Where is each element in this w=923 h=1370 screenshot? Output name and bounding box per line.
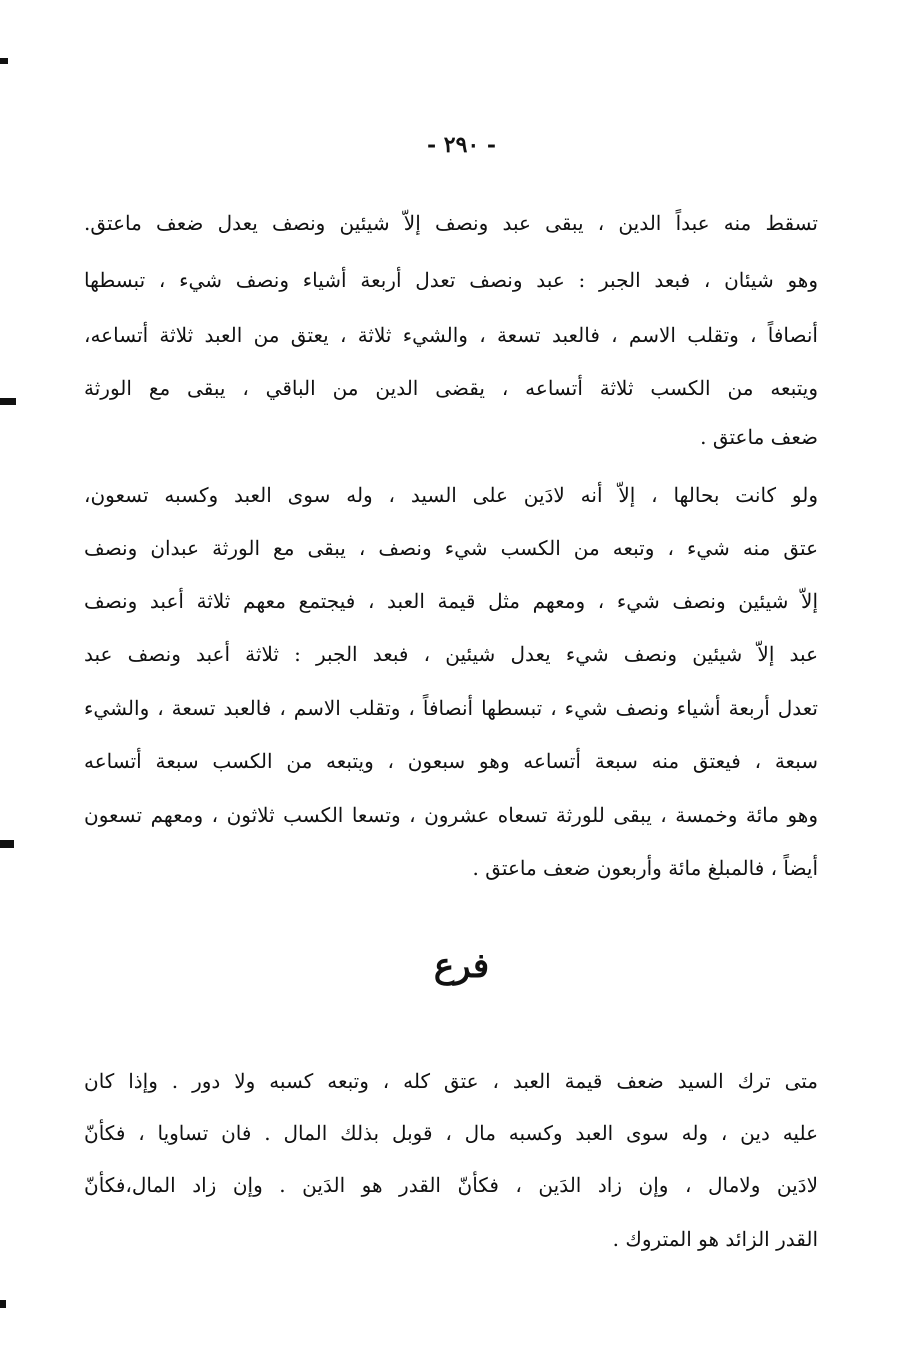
text-line: تسقط منه عبداً الدين ، يبقى عبد ونصف إلاّ شيئين ونصف يعدل ضعف ماعتق. bbox=[84, 211, 818, 235]
scan-edge-mark bbox=[0, 840, 14, 848]
text-line: وهو مائة وخمسة ، يبقى للورثة تسعاه عشرون ، وتسعا الكسب ثلاثون ، ومعهم تسعون bbox=[84, 803, 818, 827]
text-line: عبد إلاّ شيئين ونصف شيء يعدل شيئين ، فبعد الجبر : ثلاثة أعبد ونصف عبد bbox=[84, 642, 818, 666]
section-heading: فرع bbox=[433, 946, 490, 986]
text-line: سبعة ، فيعتق منه سبعة أتساعه وهو سبعون ، ويتبعه من الكسب سبعة أتساعه bbox=[84, 749, 818, 773]
text-line: تعدل أربعة أشياء ونصف شيء ، تبسطها أنصافاً ، وتقلب الاسم ، فالعبد تسعة ، والشيء bbox=[84, 696, 818, 720]
text-line: متى ترك السيد ضعف قيمة العبد ، عتق كله ، وتبعه كسبه ولا دور . وإذا كان bbox=[84, 1069, 818, 1093]
text-line: عتق منه شيء ، وتبعه من الكسب شيء ونصف ، يبقى مع الورثة عبدان ونصف bbox=[84, 536, 818, 560]
text-line: ضعف ماعتق . bbox=[700, 425, 818, 449]
text-line: ولو كانت بحالها ، إلاّ أنه لادَين على السيد ، وله سوى العبد وكسبه تسعون، bbox=[84, 483, 818, 507]
text-line: وهو شيئان ، فبعد الجبر : عبد ونصف تعدل أربعة أشياء ونصف شيء ، تبسطها bbox=[84, 268, 818, 292]
text-line: إلاّ شيئين ونصف شيء ، ومعهم مثل قيمة العبد ، فيجتمع معهم ثلاثة أعبد ونصف bbox=[84, 589, 818, 613]
text-line: عليه دين ، وله سوى العبد وكسبه مال ، قوبل بذلك المال . فان تساويا ، فكأنّ bbox=[84, 1121, 818, 1145]
scan-edge-mark bbox=[0, 398, 16, 405]
scan-edge-mark bbox=[0, 1300, 6, 1308]
page-number: - ٢٩٠ - bbox=[426, 132, 497, 158]
text-line: لادَين ولامال ، وإن زاد الدَين ، فكأنّ القدر هو الدَين . وإن زاد المال،فكأنّ bbox=[84, 1173, 818, 1197]
text-line: ويتبعه من الكسب ثلاثة أتساعه ، يقضى الدين من الباقي ، يبقى مع الورثة bbox=[84, 376, 818, 400]
text-line: أنصافاً ، وتقلب الاسم ، فالعبد تسعة ، والشيء ثلاثة ، يعتق من العبد ثلاثة أتساعه، bbox=[84, 323, 818, 347]
text-line: القدر الزائد هو المتروك . bbox=[612, 1227, 818, 1251]
scan-edge-mark bbox=[0, 58, 8, 64]
text-line: أيضاً ، فالمبلغ مائة وأربعون ضعف ماعتق . bbox=[472, 856, 818, 880]
